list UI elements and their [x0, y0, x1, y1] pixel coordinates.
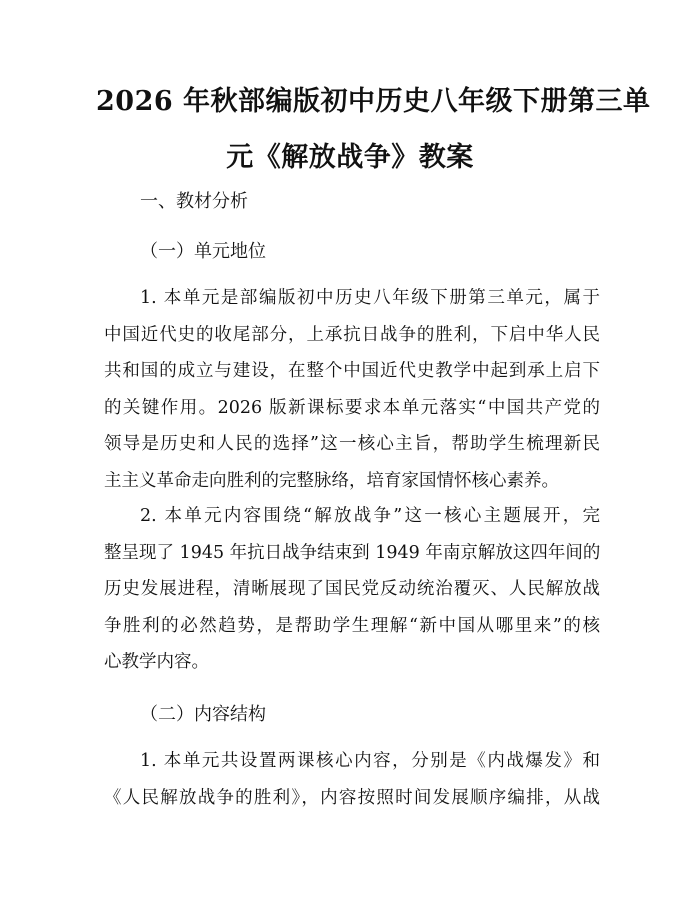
- paragraph-line: 历史发展进程，清晰展现了国民党反动统治覆灭、人民解放战: [104, 579, 600, 599]
- paragraph-line: 心教学内容。: [104, 652, 209, 672]
- paragraph-line: 《人民解放战争的胜利》，内容按照时间发展顺序编排，从战: [104, 787, 600, 808]
- paragraph-line: 共和国的成立与建设，在整个中国近代史教学中起到承上启下: [104, 361, 600, 381]
- paragraph-line: 1. 本单元是部编版初中历史八年级下册第三单元，属于: [140, 288, 600, 308]
- paragraph-line: 1. 本单元共设置两课核心内容，分别是《内战爆发》和: [140, 751, 600, 771]
- paragraph-line: 整呈现了 1945 年抗日战争结束到 1949 年南京解放这四年间的: [104, 542, 601, 563]
- paragraph-content-structure-1: [104, 743, 600, 816]
- subsection-heading-content-structure: （二）内容结构: [140, 704, 266, 725]
- subsection-heading-unit-position: （一）单元地位: [140, 241, 266, 262]
- document-title-line-2: 元《解放战争》教案: [226, 142, 474, 173]
- paragraph-line: 的关键作用。2026 版新课标要求本单元落实“中国共产党的: [104, 397, 600, 418]
- paragraph-line: 领导是历史和人民的选择”这一核心主旨，帮助学生梳理新民: [104, 434, 600, 454]
- paragraph-line: 主主义革命走向胜利的完整脉络，培育家国情怀核心素养。: [104, 470, 559, 491]
- section-heading-textbook-analysis: 一、教材分析: [140, 191, 248, 212]
- paragraph-line: 争胜利的必然趋势，是帮助学生理解“新中国从哪里来”的核: [104, 615, 600, 636]
- paragraph-unit-position-1: [104, 280, 600, 499]
- paragraph-line: 2. 本单元内容围绕“解放战争”这一核心主题展开，完: [140, 506, 600, 526]
- paragraph-line: 中国近代史的收尾部分，上承抗日战争的胜利，下启中华人民: [104, 324, 600, 345]
- paragraph-unit-position-2: [104, 498, 600, 681]
- document-title-line-1: 2026 年秋部编版初中历史八年级下册第三单: [96, 86, 651, 117]
